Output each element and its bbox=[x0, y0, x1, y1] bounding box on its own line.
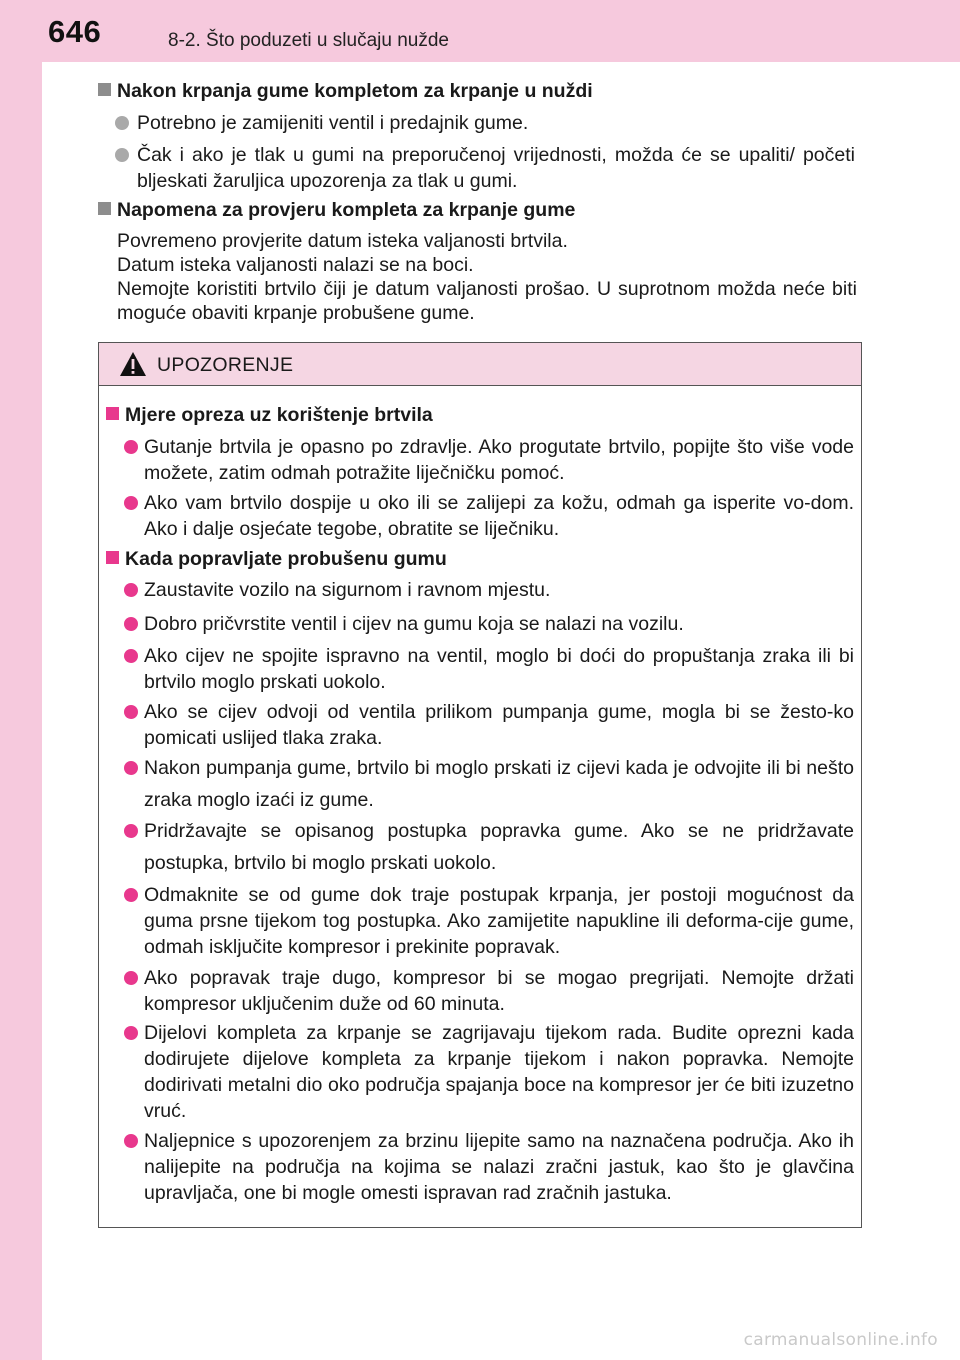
warning-item: Ako cijev ne spojite ispravno na ventil, moglo bi doći do propuštanja zraka ili bi brtvilo moglo prskati uokolo. bbox=[124, 643, 854, 695]
warning-item: Gutanje brtvila je opasno po zdravlje. Ako progutate brtvilo, popijte što više vode možete, zatim odmah potražite liječničku pomoć. bbox=[124, 434, 854, 486]
circle-bullet-icon bbox=[115, 116, 129, 130]
warning-item: Zaustavite vozilo na sigurnom i ravnom mjestu. bbox=[124, 577, 854, 603]
square-bullet-icon bbox=[98, 202, 111, 215]
site-watermark: carmanualsonline.info bbox=[743, 1330, 938, 1350]
warning-label: UPOZORENJE bbox=[157, 354, 294, 376]
square-bullet-icon bbox=[106, 407, 119, 420]
warning-item: Ako se cijev odvoji od ventila prilikom pumpanja gume, mogla bi se žesto-ko pomicati uslijed tlaka zraka. bbox=[124, 699, 854, 751]
warning-item: Dobro pričvrstite ventil i cijev na gumu koja se nalazi na vozilu. bbox=[124, 611, 854, 637]
circle-bullet-icon bbox=[124, 583, 138, 597]
circle-bullet-icon bbox=[124, 705, 138, 719]
warning-group-title: Kada popravljate probušenu gumu bbox=[106, 548, 447, 571]
list-item: Potrebno je zamijeniti ventil i predajnik gume. bbox=[115, 110, 855, 136]
circle-bullet-icon bbox=[124, 496, 138, 510]
square-bullet-icon bbox=[106, 551, 119, 564]
list-item: Čak i ako je tlak u gumi na preporučenoj vrijednosti, možda će se upaliti/ početi bljeskati žaruljica upozorenja za tlak u gumi. bbox=[115, 142, 855, 194]
warning-item: Nakon pumpanja gume, brtvilo bi moglo prskati iz cijevi kada je odvojite ili bi nešto zraka moglo izaći iz gume. bbox=[124, 752, 854, 816]
warning-item: Ako vam brtvilo dospije u oko ili se zalijepi za kožu, odmah ga isperite vo-dom. Ako i dalje osjećate tegobe, obratite se liječniku. bbox=[124, 490, 854, 542]
paragraph-line: Povremeno provjerite datum isteka valjanosti brtvila. bbox=[117, 230, 568, 252]
circle-bullet-icon bbox=[124, 824, 138, 838]
header-band bbox=[0, 0, 960, 62]
warning-item: Naljepnice s upozorenjem za brzinu lijepite samo na naznačena područja. Ako ih nalijepite na područja na kojima se nalazi zračni jastuk, kao što je glavčina upravljača, one bi mogle omesti ispravan rad zračnih jastuka. bbox=[124, 1128, 854, 1206]
warning-item: Dijelovi kompleta za krpanje se zagrijavaju tijekom rada. Budite oprezni kada dodirujete dijelove kompleta za krpanje tijekom i nakon popravka. Nemojte dodirivati metalni dio oko područja spajanja boce na kompresor jer će biti izuzetno vruć. bbox=[124, 1020, 854, 1124]
warning-triangle-icon bbox=[119, 351, 147, 377]
circle-bullet-icon bbox=[115, 148, 129, 162]
paragraph-line: Nemojte koristiti brtvilo čiji je datum valjanosti prošao. U suprotnom možda neće biti moguće obaviti krpanje probušene gume. bbox=[117, 278, 857, 324]
circle-bullet-icon bbox=[124, 971, 138, 985]
warning-group-title: Mjere opreza uz korištenje brtvila bbox=[106, 404, 433, 427]
page-number: 646 bbox=[48, 14, 102, 49]
circle-bullet-icon bbox=[124, 649, 138, 663]
side-color-strip bbox=[0, 0, 42, 1360]
circle-bullet-icon bbox=[124, 1026, 138, 1040]
circle-bullet-icon bbox=[124, 440, 138, 454]
circle-bullet-icon bbox=[124, 888, 138, 902]
warning-header bbox=[99, 343, 861, 386]
circle-bullet-icon bbox=[124, 761, 138, 775]
circle-bullet-icon bbox=[124, 617, 138, 631]
square-bullet-icon bbox=[98, 83, 111, 96]
paragraph-line: Datum isteka valjanosti nalazi se na boci. bbox=[117, 254, 474, 276]
kit-check-paragraph bbox=[117, 229, 857, 325]
warning-item: Odmaknite se od gume dok traje postupak krpanja, jer postoji mogućnost da guma prsne tijekom tog postupka. Ako zamijetite napukline ili deforma-cije gume, odmah isključite kompresor i prekinite popravak. bbox=[124, 882, 854, 960]
chapter-title: 8-2. Što poduzeti u slučaju nužde bbox=[168, 30, 449, 51]
warning-item: Pridržavajte se opisanog postupka popravka gume. Ako se ne pridržavate postupka, brtvilo bi moglo prskati uokolo. bbox=[124, 815, 854, 879]
warning-item: Ako popravak traje dugo, kompresor bi se mogao pregrijati. Nemojte držati kompresor uključenim duže od 60 minuta. bbox=[124, 965, 854, 1017]
section-title-after-repair: Nakon krpanja gume kompletom za krpanje u nuždi bbox=[98, 80, 593, 103]
circle-bullet-icon bbox=[124, 1134, 138, 1148]
section-title-kit-check: Napomena za provjeru kompleta za krpanje gume bbox=[98, 199, 575, 222]
